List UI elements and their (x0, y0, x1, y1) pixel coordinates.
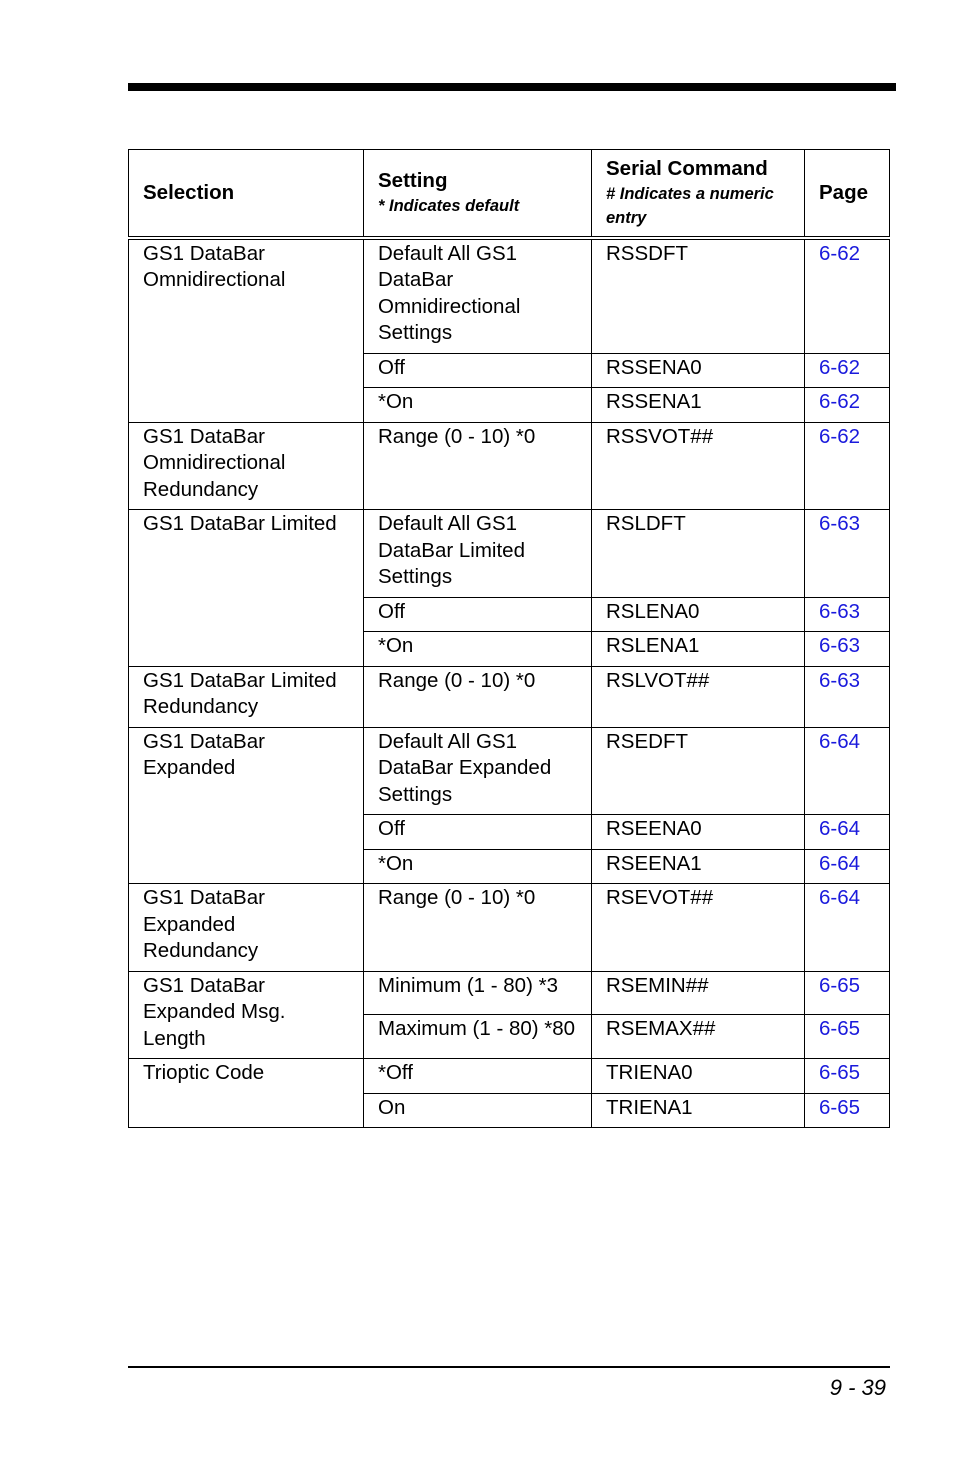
header-serial-command (592, 150, 805, 238)
setting-cell: Default All GS1 DataBar Expanded Settings (364, 727, 592, 815)
command-cell: RSEVOT## (592, 884, 805, 972)
command-cell: RSSENA0 (592, 353, 805, 388)
command-cell: RSLVOT## (592, 666, 805, 727)
header-rule (128, 83, 896, 91)
page-cell (805, 388, 890, 423)
table-body (129, 238, 890, 1128)
table-row (129, 422, 890, 510)
setting-cell: Default All GS1 DataBar Limited Settings (364, 510, 592, 598)
selection-cell: GS1 DataBar Limited Redundancy (129, 666, 364, 727)
page-cell (805, 1059, 890, 1094)
selection-cell: GS1 DataBar Omnidirectional (129, 238, 364, 423)
header-page (805, 150, 890, 238)
page-cell (805, 422, 890, 510)
page-cell (805, 1093, 890, 1128)
selection-cell: Trioptic Code (129, 1059, 364, 1128)
command-cell: RSSENA1 (592, 388, 805, 423)
page-link[interactable]: 6-63 (819, 599, 861, 623)
page-link[interactable]: 6-65 (819, 1017, 861, 1041)
command-cell: RSEMAX## (592, 1015, 805, 1059)
serial-command-table (128, 149, 890, 1128)
page-link[interactable]: 6-62 (819, 424, 861, 448)
command-cell: RSEMIN## (592, 971, 805, 1015)
command-cell: TRIENA0 (592, 1059, 805, 1094)
header-setting-label: Setting (378, 168, 448, 192)
table-header (129, 150, 890, 238)
page-link[interactable]: 6-65 (819, 1095, 861, 1119)
setting-cell: On (364, 1093, 592, 1128)
header-selection-label: Selection (143, 180, 235, 204)
header-page-label: Page (819, 180, 868, 204)
header-serial-note: # Indicates a numeric entry (606, 184, 774, 227)
command-cell: RSSVOT## (592, 422, 805, 510)
setting-cell: *Off (364, 1059, 592, 1094)
setting-cell: Minimum (1 - 80) *3 (364, 971, 592, 1015)
page-link[interactable]: 6-64 (819, 851, 861, 875)
page-cell (805, 510, 890, 598)
page-cell (805, 632, 890, 667)
table-row (129, 238, 890, 354)
setting-cell: *On (364, 388, 592, 423)
page-link[interactable]: 6-64 (819, 817, 861, 840)
selection-cell: GS1 DataBar Expanded Msg. Length (129, 971, 364, 1059)
page-link[interactable]: 6-62 (819, 241, 861, 265)
page-link[interactable]: 6-63 (819, 512, 861, 535)
page-cell (805, 597, 890, 632)
header-selection (129, 150, 364, 238)
setting-cell: Range (0 - 10) *0 (364, 422, 592, 510)
setting-cell: Range (0 - 10) *0 (364, 884, 592, 972)
table-row (129, 884, 890, 972)
page-link[interactable]: 6-62 (819, 390, 861, 413)
selection-cell: GS1 DataBar Expanded Redundancy (129, 884, 364, 972)
page-cell (805, 353, 890, 388)
page-cell (805, 666, 890, 727)
table-row (129, 727, 890, 815)
header-setting (364, 150, 592, 238)
page-cell (805, 971, 890, 1015)
page-link[interactable]: 6-65 (819, 1061, 861, 1084)
page-cell (805, 238, 890, 354)
table-row (129, 971, 890, 1015)
selection-cell: GS1 DataBar Omnidirectional Redundancy (129, 422, 364, 510)
page-link[interactable]: 6-63 (819, 634, 861, 657)
setting-cell: Default All GS1 DataBar Omnidirectional Settings (364, 238, 592, 354)
table-row (129, 510, 890, 598)
header-serial-label: Serial Command (606, 156, 768, 180)
page-cell (805, 849, 890, 884)
page-link[interactable]: 6-62 (819, 355, 861, 379)
table-row (129, 666, 890, 727)
setting-cell: Off (364, 353, 592, 388)
setting-cell: Off (364, 815, 592, 850)
page-link[interactable]: 6-65 (819, 973, 861, 997)
page-link[interactable]: 6-64 (819, 729, 861, 753)
command-cell: RSEENA0 (592, 815, 805, 850)
command-cell: RSSDFT (592, 238, 805, 354)
setting-cell: Off (364, 597, 592, 632)
table-row (129, 1059, 890, 1094)
setting-cell: *On (364, 632, 592, 667)
page-link[interactable]: 6-64 (819, 886, 861, 909)
selection-cell: GS1 DataBar Limited (129, 510, 364, 667)
selection-cell: GS1 DataBar Expanded (129, 727, 364, 884)
footer-rule (128, 1366, 890, 1368)
command-cell: TRIENA1 (592, 1093, 805, 1128)
command-cell: RSEDFT (592, 727, 805, 815)
page-number: 9 - 39 (829, 1375, 886, 1400)
command-cell: RSLDFT (592, 510, 805, 598)
command-cell: RSLENA1 (592, 632, 805, 667)
header-setting-note: * Indicates default (378, 196, 520, 215)
command-cell: RSLENA0 (592, 597, 805, 632)
header-row (129, 150, 890, 238)
page-cell (805, 1015, 890, 1059)
setting-cell: Maximum (1 - 80) *80 (364, 1015, 592, 1059)
command-cell: RSEENA1 (592, 849, 805, 884)
setting-cell: *On (364, 849, 592, 884)
page-link[interactable]: 6-63 (819, 668, 861, 692)
page-cell (805, 815, 890, 850)
page-cell (805, 727, 890, 815)
page-cell (805, 884, 890, 972)
setting-cell: Range (0 - 10) *0 (364, 666, 592, 727)
